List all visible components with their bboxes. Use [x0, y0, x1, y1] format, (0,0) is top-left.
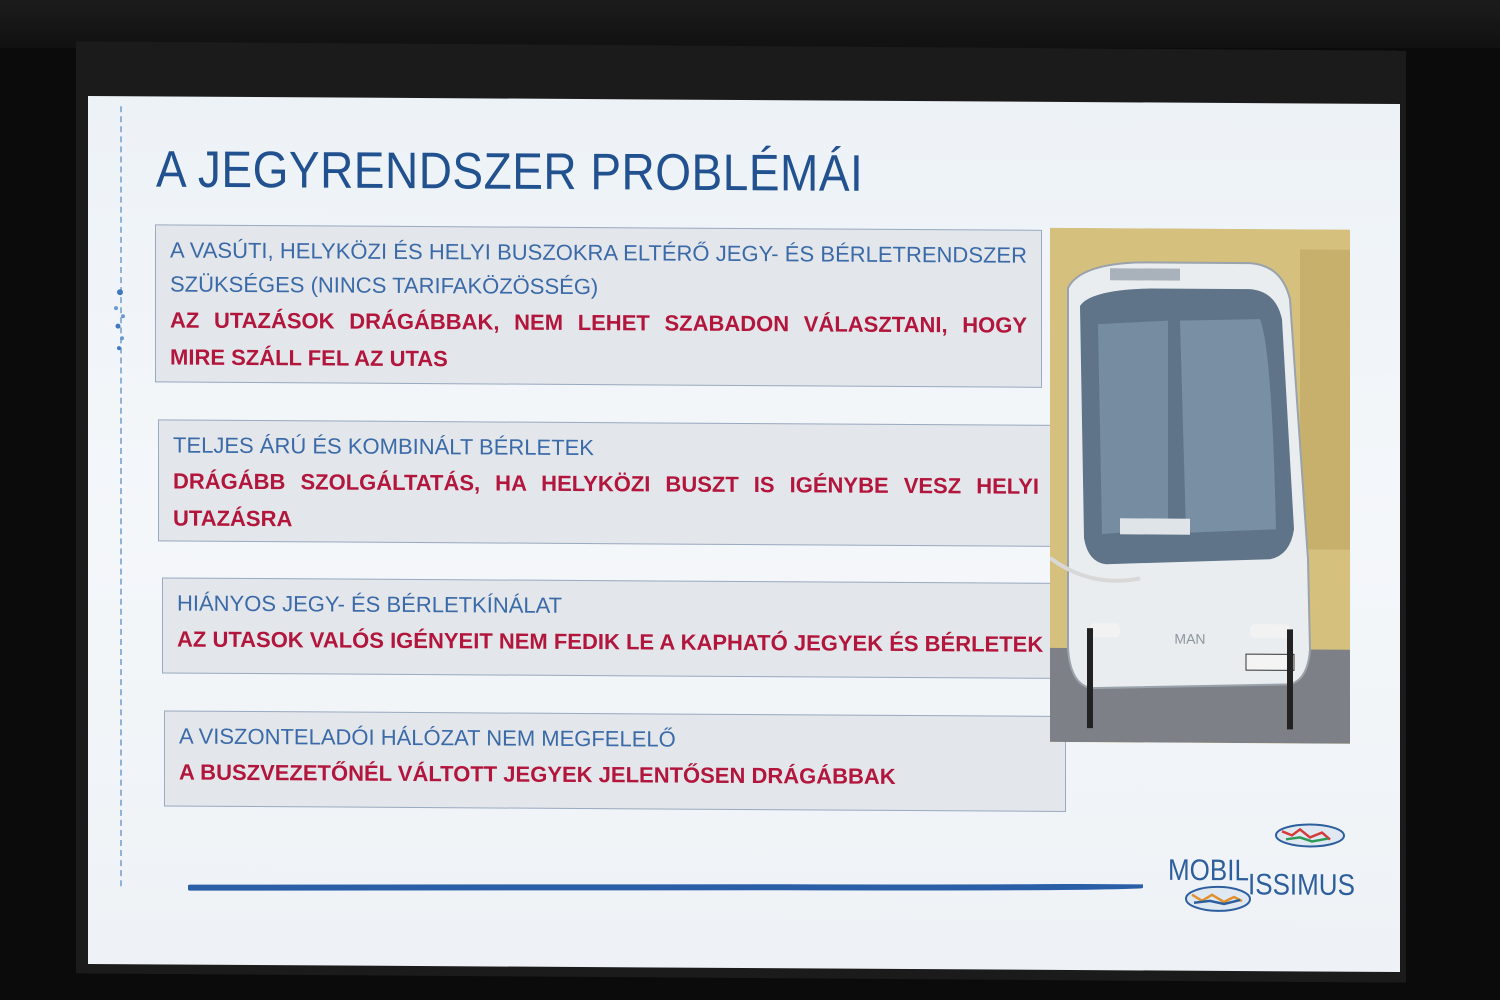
problem-box-4 — [164, 710, 1066, 812]
problem-consequence: AZ UTASOK VALÓS IGÉNYEIT NEM FEDIK LE A KAPHATÓ JEGYEK ÉS BÉRLETEK — [177, 626, 1044, 657]
problem-box-2 — [158, 419, 1054, 546]
problem-description: TELJES ÁRÚ ÉS KOMBINÁLT BÉRLETEK — [173, 432, 594, 461]
logo-text-issimus: ISSIMUS — [1248, 866, 1355, 902]
problem-consequence: DRÁGÁBB SZOLGÁLTATÁS, HA HELYKÖZI BUSZT IS IGÉNYBE VESZ HELYI UTAZÁSRA — [173, 468, 1039, 532]
problem-box-3 — [162, 577, 1060, 678]
problem-consequence: A BUSZVEZETŐNÉL VÁLTOTT JEGYEK JELENTŐSEN DRÁGÁBBAK — [179, 759, 896, 789]
slide-dashed-guide — [120, 106, 122, 886]
presentation-slide — [88, 96, 1400, 972]
bus-photo-icon — [1050, 228, 1350, 744]
problem-consequence: AZ UTAZÁSOK DRÁGÁBBAK, NEM LEHET SZABADON VÁLASZTANI, HOGY MIRE SZÁLL FEL AZ UTAS — [170, 307, 1027, 372]
slide-title: A JEGYRENDSZER PROBLÉMÁI — [156, 139, 864, 203]
problem-description: A VASÚTI, HELYKÖZI ÉS HELYI BUSZOKRA ELTÉRŐ JEGY- ÉS BÉRLETRENDSZER SZÜKSÉGES (NINCS TARIFAKÖZÖSSÉG) — [170, 237, 1027, 300]
logo-text-mobil: MOBIL — [1168, 852, 1249, 888]
svg-text:MAN: MAN — [1174, 630, 1206, 647]
room-ceiling — [0, 0, 1500, 48]
side-decoration-icon — [108, 286, 132, 356]
problem-description: A VISZONTELADÓI HÁLÓZAT NEM MEGFELELŐ — [179, 723, 676, 752]
mobilissimus-logo — [1164, 823, 1354, 924]
problem-box-1 — [155, 224, 1042, 387]
decorative-underline — [188, 879, 1143, 899]
problem-description: HIÁNYOS JEGY- ÉS BÉRLETKÍNÁLAT — [177, 590, 563, 618]
